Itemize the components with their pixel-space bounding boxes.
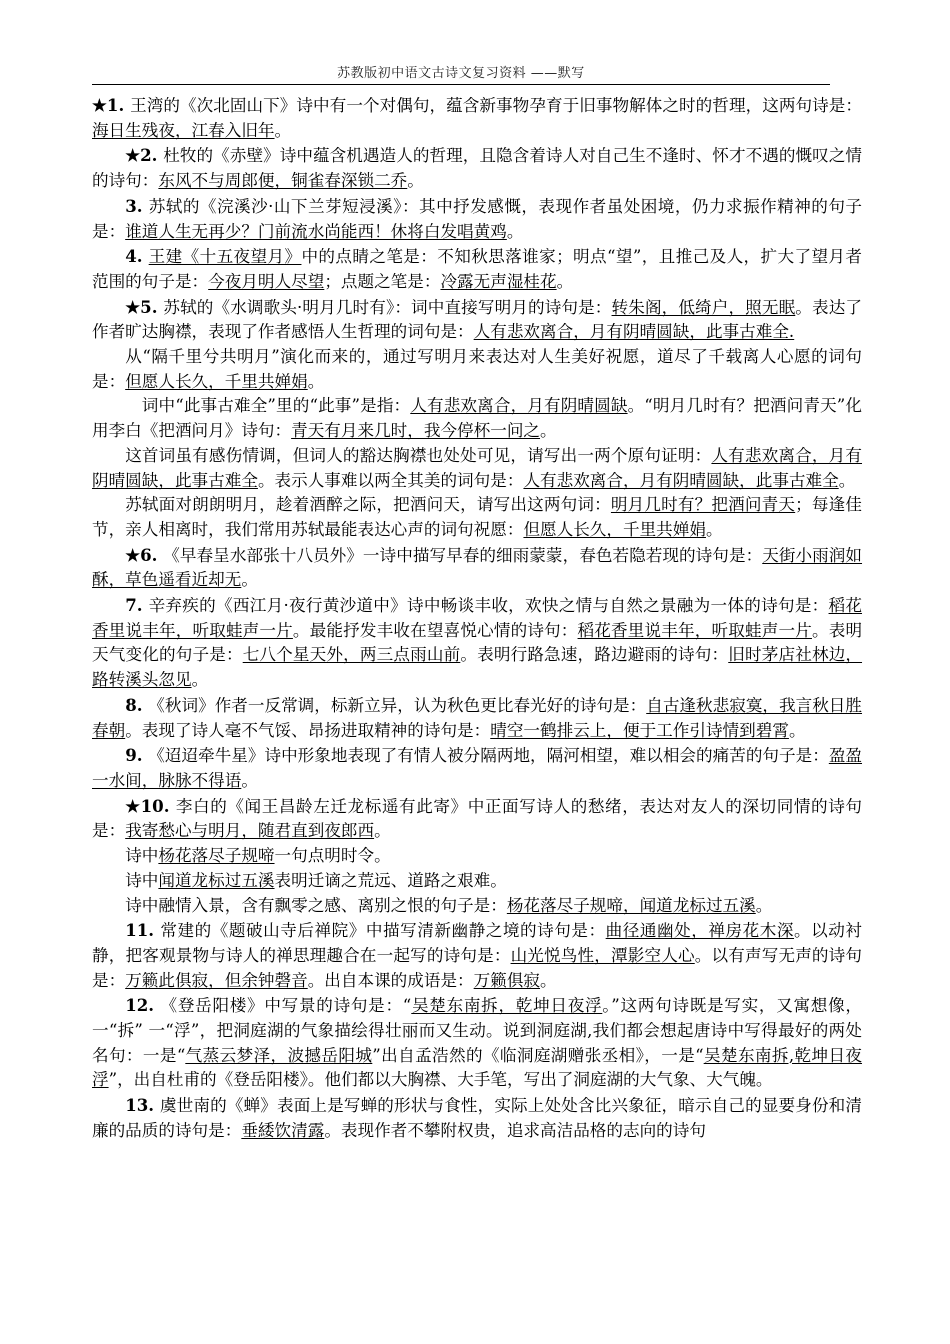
answer-text: 但愿人长久，千里共婵娟 [125,371,308,391]
item-number: 11. [125,920,161,941]
item-number: ★6. [125,544,164,565]
question-text: 《秋词》作者一反常调，标新立异，认为秋色更比春光好的诗句是： [148,695,647,715]
question-text: 李白的《闻王昌龄左迁龙标遥有此寄》中正面写诗人的愁绪，表达对友人的深切同情的诗句是： [92,796,862,841]
answer-text: 我寄愁心与明月，随君直到夜郎西 [125,821,375,841]
question-text: 这首词虽有感伤情调，但词人的豁达胸襟也处处可见，请写出一两个原句证明： [125,445,712,465]
question-text: 。最能抒发丰收在望喜悦心情的诗句： [292,620,578,640]
question-text: 常建的《题破山寺后禅院》中描写清新幽静之境的诗句是： [160,921,606,941]
header-divider [92,84,830,85]
question-text: 。 [241,570,258,590]
item-number: ★5. [125,296,164,317]
answer-text: 人有悲欢离合，月有阴晴圆缺，此事古难全 [523,470,839,490]
question-text: 苏轼的《浣溪沙·山下兰芽短浸溪》：其中抒发感慨，表现作者虽处困境，仍力求振作精神的句子是： [92,196,862,241]
answer-text: 闻道龙标过五溪 [158,870,275,890]
question-text: 。 [755,895,773,915]
question-text: ”，出自杜甫的《登岳阳楼》。他们都以大胸襟、大手笔，写出了洞庭湖的大气象、大气魄。 [108,1070,773,1090]
item-number: 13. [125,1095,160,1116]
item-number: 4. [125,246,149,267]
question-text: 。 [191,670,209,690]
answer-text: 杨花落尽子规啼 [158,846,275,866]
question-text: 《登岳阳楼》中写景的诗句是：“ [160,996,412,1016]
question-text: 王湾的《次北固山下》诗中有一个对偶句，蕴含新事物孕育于旧事物解体之时的哲理，这两句诗是： [130,96,862,115]
item-number: 8. [125,694,149,715]
question-text: 表明迁谪之荒远、道路之艰难。 [274,870,507,890]
question-item [92,743,862,793]
question-text: 诗中融情入景，含有飘零之感、离别之恨的句子是： [125,895,507,915]
question-text: 中的点睛之笔是：不知秋思落谁家；明点“望”，且推己及人，扩大了望月者范围的句子是： [92,247,862,291]
answer-text: 旧时茅店社林边，路转溪头忽见 [92,645,863,690]
question-text: 。以动衬静，把客观景物与诗人的禅思理趣合在一起写的诗句是： [92,921,863,965]
answer-text: 七八个星天外，两三点雨山前 [242,645,461,665]
question-text: 词中“此事古难全”里的“此事”是指： [141,396,411,416]
question-text: 。 [374,821,391,841]
question-text: 。出自本课的成语是： [307,970,474,990]
answer-text: 万籁此俱寂，但余钟磬音 [125,970,308,990]
question-text: 杜牧的《赤壁》诗中蕴含机遇造人的哲理，且隐含着诗人对自己生不逢时、怀才不遇的慨叹之情的诗句： [92,146,863,191]
question-text: 。表明行路急速，路边避雨的诗句： [460,645,729,665]
question-text: ”出自孟浩然的《临洞庭湖赠张丞相》，一是“ [372,1045,704,1065]
answer-text: 王建《十五夜望月》 [148,247,302,267]
question-item [92,593,862,693]
question-item [92,444,862,493]
answer-text: 吴楚东南拆,乾坤日夜浮 [92,1045,863,1090]
question-text: 。 [307,371,325,391]
item-number: 7. [125,595,149,616]
question-item [92,345,862,394]
question-item [92,894,862,919]
answer-text: 人有悲欢离合，月有阴晴圆缺，此事古难全 [92,445,863,490]
document-body [92,93,862,1144]
question-text: 。“明月几时有？把酒问青天”化用李白《把酒问月》诗句： [92,396,863,441]
question-text: 。表达了作者旷达胸襟，表现了作者感悟人生哲理的词句是： [92,297,863,342]
page-header: 苏教版初中语文古诗文复习资料 ——默写 [337,66,585,81]
question-item [92,543,862,593]
answer-text: 明月几时有？把酒问青天 [610,495,796,515]
answer-text: 今夜月明人尽望 [208,271,325,291]
question-text: 。表示人事难以两全其美的词句是： [257,470,524,490]
answer-text: 万籁俱寂 [473,970,541,990]
answer-text: 东风不与周郎便，铜雀春深锁二乔 [158,171,408,191]
answer-text: 杨花落尽子规啼，闻道龙标过五溪 [506,895,756,915]
question-text: 。 [241,770,258,790]
question-item [92,1093,862,1143]
answer-text: 自古逢秋悲寂寞，我言秋日胜春朝 [92,695,863,740]
question-text: 。表明天气变化的句子是： [92,620,863,665]
item-number: ★2. [125,145,164,166]
question-text: 。 [705,519,723,539]
question-text: 。 [407,171,424,191]
answer-text: 吴楚东南拆，乾坤日夜浮 [411,996,603,1016]
answer-text: 山光悦鸟性，潭影空人心 [510,945,695,965]
question-text: 。 [540,421,557,441]
question-text: 苏轼的《水调歌头·明月几时有》：词中直接写明月的诗句是： [163,297,612,317]
question-item [92,143,862,193]
question-text: ；点题之笔是： [324,271,441,291]
item-number: 3. [125,195,149,216]
question-item [92,394,862,443]
question-text: 。 [540,970,557,990]
question-text: 。 [838,470,856,490]
question-text: 从“隔千里兮共明月”演化而来的，通过写明月来表达对人生美好祝愿，道尽了千载离人心愿的词句是： [92,347,862,391]
question-item [92,693,862,743]
item-number: ★10. [125,795,176,816]
question-text: 。 [788,720,806,740]
question-text: 。以有声写无声的诗句是： [92,945,863,990]
answer-text: 晴空一鹤排云上，便于工作引诗情到碧霄 [490,720,789,740]
question-text: 。表现了诗人毫不气馁、昂扬进取精神的诗句是： [125,720,491,740]
answer-text: 冷露无声湿桂花 [440,271,557,291]
item-number: ★1. [92,95,131,115]
question-text: 。表现作者不攀附权贵，追求高洁品格的志向的诗句 [324,1120,706,1140]
question-text: 诗中 [125,870,159,890]
answer-text: 转朱阁，低绮户，照无眠 [611,297,796,317]
question-item [92,295,862,345]
answer-text: 人有悲欢离合，月有阴晴圆缺，此事古难全. [473,322,795,342]
answer-text: 海日生残夜，江春入旧年 [92,120,275,140]
question-item [92,244,862,294]
question-text: 《迢迢牵牛星》诗中形象地表现了有情人被分隔两地，隔河相望，难以相会的痛苦的句子是： [148,746,829,766]
answer-text: 曲径通幽处，禅房花木深 [605,921,795,941]
question-text: 。 [556,271,574,291]
answer-text: 气蒸云梦泽，波撼岳阳城 [185,1045,373,1065]
question-item [92,93,862,143]
question-item [92,194,862,244]
question-item [92,844,862,869]
answer-text: 垂緌饮清露 [241,1120,325,1140]
answer-text: 谁道人生无再少？门前流水尚能西！休将白发唱黄鸡 [125,221,507,241]
question-item [92,993,862,1093]
question-item [92,493,862,542]
question-text: ；每逢佳节，亲人相离时，我们常用苏轼最能表达心声的词句祝愿： [92,495,863,539]
question-text: 虞世南的《蝉》表面上是写蝉的形状与食性，实际上处处含比兴象征，暗示自己的显要身份和清廉的品质的诗句是： [92,1096,862,1140]
question-text: 辛弃疾的《西江月·夜行黄沙道中》诗中畅谈丰收，欢快之情与自然之景融为一体的诗句是： [148,596,829,616]
question-text: 。 [274,120,292,140]
question-item [92,918,862,993]
answer-text: 天街小雨润如酥，草色遥看近却无 [92,545,863,590]
answer-text: 青天有月来几时，我今停杯一问之 [291,421,541,441]
question-text: 《早春呈水部张十八员外》一诗中描写早春的细雨蒙蒙，春色若隐若现的诗句是： [163,545,763,565]
answer-text: 稻花香里说丰年，听取蛙声一片 [577,620,812,640]
question-text: 诗中 [125,846,159,866]
question-text: 苏轼面对朗朗明月，趁着酒醉之际，把酒问天，请写出这两句词： [125,495,611,515]
answer-text: 稻花香里说丰年，听取蛙声一片 [92,596,863,640]
question-item [92,869,862,894]
item-number: 12. [125,995,161,1016]
question-text: 一句点明时令。 [274,846,391,866]
answer-text: 人有悲欢离合，月有阴晴圆缺 [410,396,628,416]
answer-text: 盈盈一水间，脉脉不得语 [92,746,863,790]
question-text: 。”这两句诗既是写实，又寓想像，一“拆” 一“浮”，把洞庭湖的气象描绘得壮丽而又生动。说到洞庭湖,我们都会想起唐诗中写得最好的两处名句：一是“ [92,996,863,1065]
answer-text: 但愿人长久，千里共婵娟 [523,519,706,539]
question-item [92,794,862,844]
question-text: 。 [506,221,524,241]
item-number: 9. [125,745,149,766]
